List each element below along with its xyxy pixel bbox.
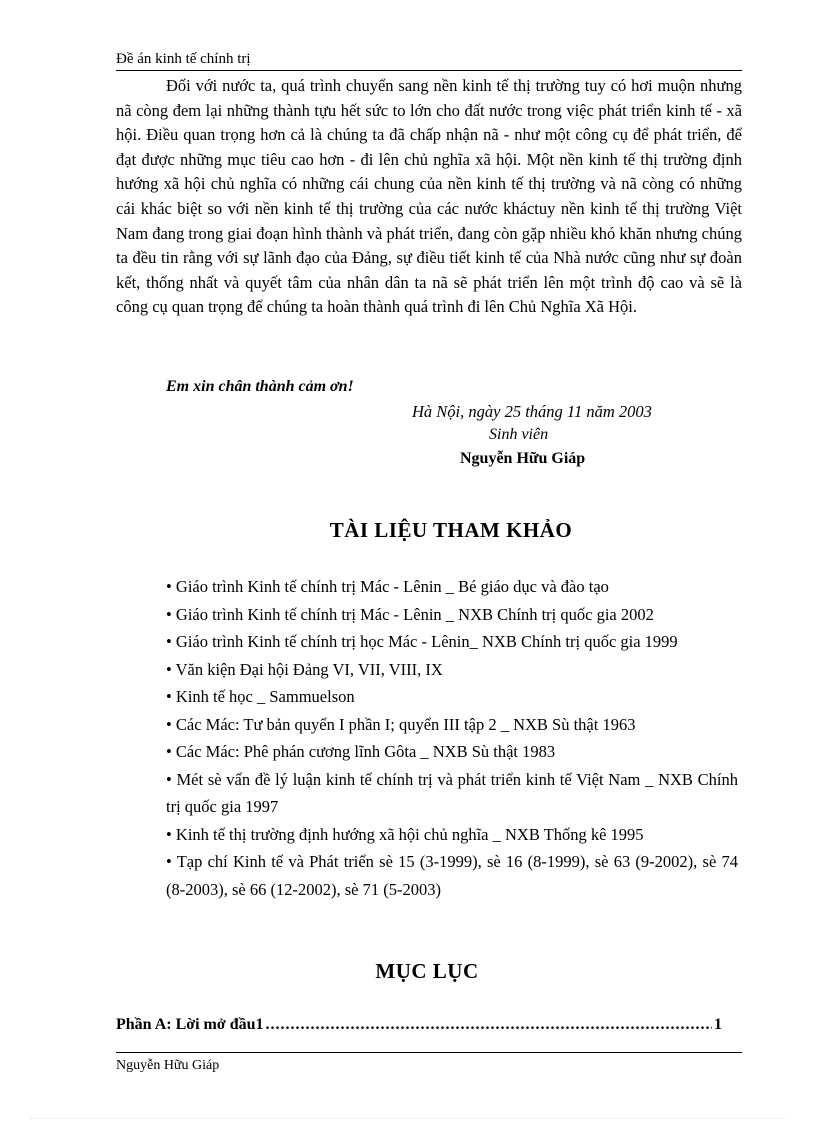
footer-divider: [116, 1052, 742, 1053]
toc-title: MỤC LỤC: [375, 959, 479, 983]
toc-entry[interactable]: [116, 1016, 722, 1034]
body-paragraph: Đối với nước ta, quá trình chuyển sang nền kinh tế thị trường tuy có hơi muộn nhưng nã còng đem lại những thành tựu hết sức to lớn cho đất nước trong việc phát triển kinh tế - xã hội. Điều quan trọng hơn cả là chúng ta đã chấp nhận nã - như một công cụ để phát triển, để đạt được những mục tiêu cao hơn - đi lên chủ nghĩa xã hội. Một nền kinh tế thị trường định hướng xã hội chủ nghĩa có những cái chung của nền kinh tế thị trường và nã còng có những cái khác biệt so với nền kinh tế thị trường của các nước kháctuy nền kinh tế thị trường Việt Nam đang trong giai đoạn hình thành và phát triển, đang còn gặp nhiều khó khăn nhưng chúng ta đều tin rằng với sự lãnh đạo của Đảng, sự điều tiết kinh tế của Nhà nước cũng như sự đoàn kết, thống nhất và quyết tâm của nhân dân ta nã sẽ phát triển lên một trình độ cao và sẽ là công cụ quan trọng để chúng ta hoàn thành quá trình đi lên Chủ Nghĩa Xã Hội.: [116, 76, 742, 317]
references-list: [166, 573, 738, 903]
reference-item: • Giáo trình Kinh tế chính trị Mác - Lênin _ NXB Chính trị quốc gia 2002: [166, 604, 654, 624]
reference-item: • Kinh tế thị trường định hướng xã hội chủ nghĩa _ NXB Thống kê 1995: [166, 824, 644, 844]
page-footer: Nguyễn Hữu Giáp: [116, 1058, 220, 1073]
reference-item: • Giáo trình Kinh tế chính trị Mác - Lênin _ Bé giáo dục và đào tạo: [166, 577, 609, 596]
reference-item: • Các Mác: Phê phán cương lĩnh Gôta _ NXB Sù thật 1983: [166, 742, 556, 761]
page-header: Đề án kinh tế chính trị: [116, 49, 742, 71]
reference-item: • Các Mác: Tư bản quyển I phần I; quyển III tập 2 _ NXB Sù thật 1963: [166, 714, 636, 734]
toc-entry-label: Phần A: Lời mở đầu1: [116, 1016, 264, 1033]
reference-item: • Mét sè vấn đề lý luận kinh tế chính trị và phát triển kinh tế Việt Nam _ NXB Chính trị quốc gia 1997: [166, 769, 738, 816]
role-line: Sinh viên: [489, 426, 549, 443]
reference-item: • Văn kiện Đại hội Đảng VI, VII, VIII, IX: [166, 659, 443, 679]
date-line: Hà Nội, ngày 25 tháng 11 năm 2003: [412, 402, 652, 421]
toc-entry-page: 1: [714, 1016, 722, 1033]
toc-dot-leader: [266, 1016, 712, 1034]
signer-name: Nguyễn Hữu Giáp: [460, 450, 586, 467]
reference-item: • Kinh tế học _ Sammuelson: [166, 687, 355, 706]
reference-item: • Tạp chí Kinh tế và Phát triển sè 15 (3-1999), sè 16 (8-1999), sè 63 (9-2002), sè 74 (8-2003), sè 66 (12-2002), sè 71 (5-2003): [166, 852, 738, 899]
thanks-line: Em xin chân thành cảm ơn!: [166, 378, 354, 395]
references-title: TÀI LIỆU THAM KHẢO: [329, 518, 573, 542]
reference-item: • Giáo trình Kinh tế chính trị học Mác - Lênin_ NXB Chính trị quốc gia 1999: [166, 632, 678, 651]
page-bottom-edge: [30, 1118, 786, 1119]
